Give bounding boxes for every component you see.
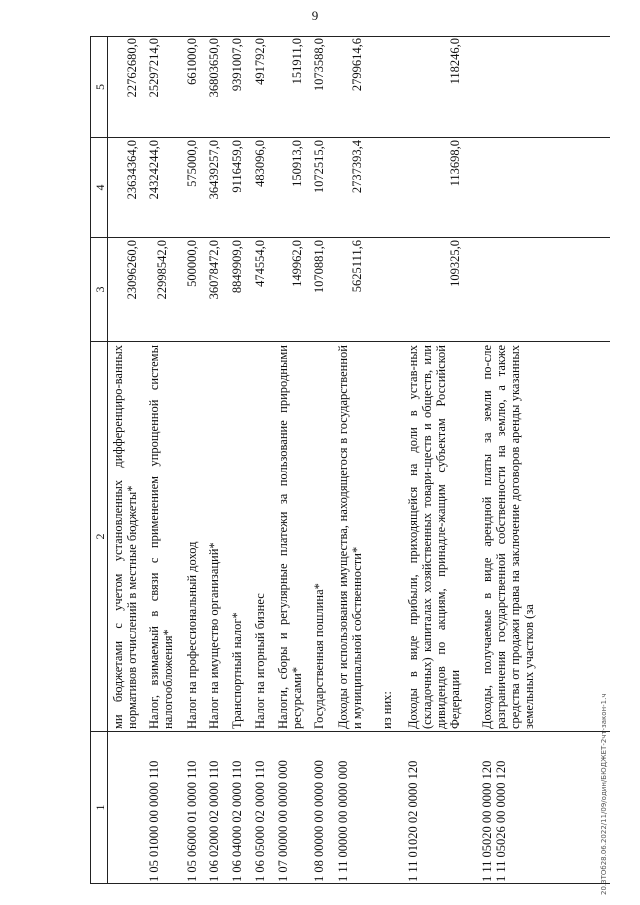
table-row: 1 05 01000 00 0000 110 Налог, взимаемый в связи с применением упрощенной системы налогообложения* 22998542,0 24324244,0 25297214,0 [147,38,175,882]
header-col-3: 3 [90,237,108,342]
table-row: 1 05 06000 01 0000 110 Налог на профессиональный доход 500000,0 575000,0 661000,0 [185,38,199,882]
header-col-2: 2 [90,341,108,732]
table-row: 1 11 00000 00 0000 000 Доходы от использования имущества, находящегося в государственной и муниципальной собственности* 5625111,6 2737393,4 2799614,6 [336,38,364,882]
table-row: 1 11 05026 00 0000 120 Доходы, получаемые в виде арендной платы за земли по-сле разграничения государственной собственности на землю, а также средства от продажи права на заключение договоров аренды указанных земельных участков (за [480,345,536,882]
side-note: 20.3ТОб28.06.2022/11/09/один/БЮДЖЕТ-2чт-закон-1.ч [600,693,608,895]
table-row: из них: [380,691,394,729]
table-row: 1 06 04000 02 0000 110 Транспортный налог* 8849909,0 9116459,0 9391007,0 [230,38,244,882]
table-row: 1 08 00000 00 0000 000 Государственная пошлина* 1070881,0 1072515,0 1073588,0 [312,38,326,882]
revenue-table [90,36,610,884]
table-row: ми бюджетами с учетом установленных дифференциро-ванных нормативов отчислений в местные бюджеты* 23096260,0 23634364,0 22762680,0 [111,38,139,729]
table-row: 1 06 02000 02 0000 110 Налог на имущество организаций* 36078472,0 36439257,0 36803650,0 [207,38,221,882]
table-row: 1 11 05020 00 0000 120 [480,760,494,882]
header-col-1: 1 [90,731,108,884]
header-col-4: 4 [90,137,108,238]
table-row: 1 07 00000 00 0000 000 Налоги, сборы и регулярные платежи за пользование природными ресурсами* 149962,0 150913,0 151911,0 [276,38,304,882]
page-number: 9 [311,8,319,23]
table-row: 1 06 05000 02 0000 110 Налог на игорный бизнес 474554,0 483096,0 491792,0 [253,38,267,882]
table-row: 1 11 01020 02 0000 120 Доходы в виде прибыли, приходящейся на доли в устав-ных (складочных) капиталах хозяйственных товари-ществ и обществ, или дивидендов по акциям, принадле-жащим субъектам Российской Федерации 109325,0 113698,0 118246,0 [406,38,462,882]
header-col-5: 5 [90,36,108,138]
